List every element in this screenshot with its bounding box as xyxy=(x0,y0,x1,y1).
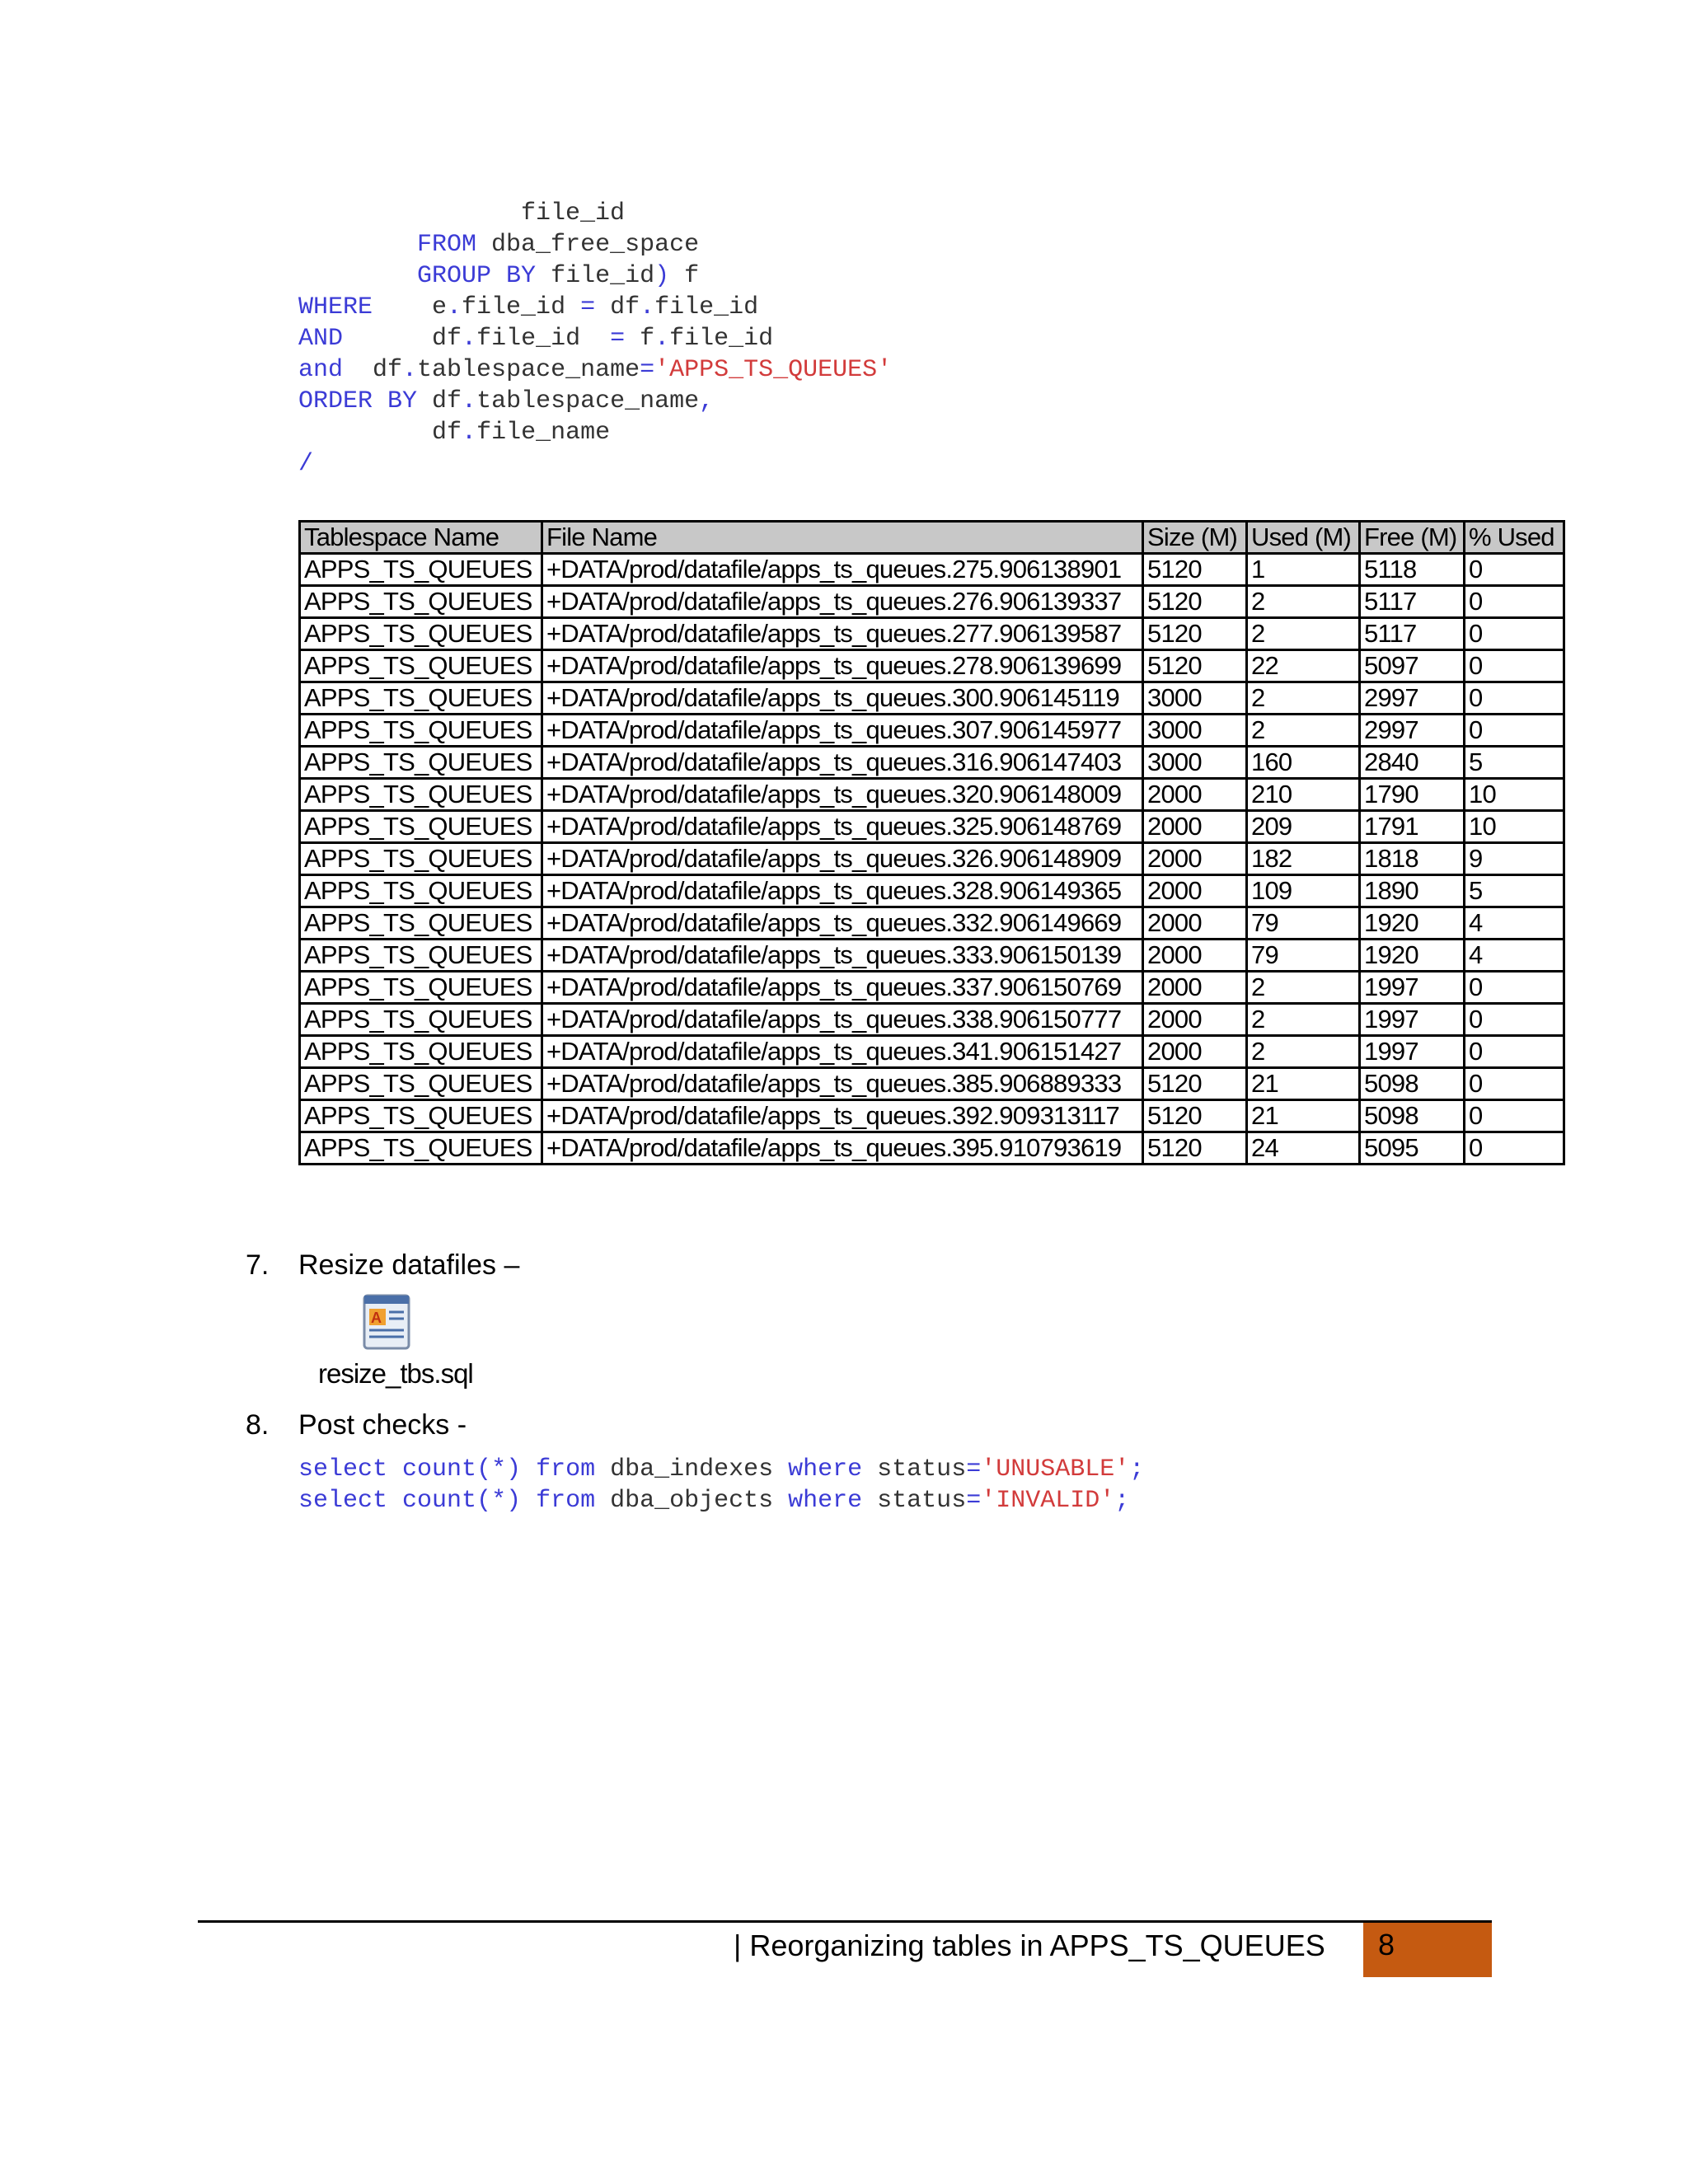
cell-size: 5120 xyxy=(1143,554,1247,586)
cell-pct-used: 0 xyxy=(1465,650,1564,682)
cell-used: 2 xyxy=(1247,1036,1360,1068)
cell-tablespace-name: APPS_TS_QUEUES xyxy=(300,972,542,1004)
cell-used: 21 xyxy=(1247,1100,1360,1132)
cell-pct-used: 5 xyxy=(1465,875,1564,907)
cell-size: 2000 xyxy=(1143,875,1247,907)
cell-file-name: +DATA/prod/datafile/apps_ts_queues.326.906148909 xyxy=(542,843,1143,875)
cell-size: 3000 xyxy=(1143,682,1247,715)
code-token: from xyxy=(536,1455,596,1483)
step-7-text: Resize datafiles – xyxy=(298,1249,520,1281)
cell-file-name: +DATA/prod/datafile/apps_ts_queues.278.906139699 xyxy=(542,650,1143,682)
cell-pct-used: 0 xyxy=(1465,1036,1564,1068)
cell-used: 79 xyxy=(1247,940,1360,972)
cell-size: 2000 xyxy=(1143,811,1247,843)
code-token xyxy=(521,1487,536,1515)
cell-tablespace-name: APPS_TS_QUEUES xyxy=(300,618,542,650)
cell-used: 1 xyxy=(1247,554,1360,586)
table-row xyxy=(300,715,1564,747)
table-row xyxy=(300,1004,1564,1036)
code-token: . xyxy=(462,325,477,353)
code-token: = xyxy=(580,293,596,321)
cell-file-name: +DATA/prod/datafile/apps_ts_queues.277.906139587 xyxy=(542,618,1143,650)
cell-used: 24 xyxy=(1247,1132,1360,1165)
cell-tablespace-name: APPS_TS_QUEUES xyxy=(300,1068,542,1100)
code-token: 'UNUSABLE' xyxy=(981,1455,1130,1483)
cell-pct-used: 4 xyxy=(1465,907,1564,940)
col-header-size: Size (M) xyxy=(1143,522,1247,554)
page-number-box xyxy=(1363,1923,1492,1977)
cell-tablespace-name: APPS_TS_QUEUES xyxy=(300,940,542,972)
table-row xyxy=(300,1132,1564,1165)
cell-used: 182 xyxy=(1247,843,1360,875)
cell-free: 1920 xyxy=(1360,940,1465,972)
sql-file-icon[interactable] xyxy=(359,1292,414,1352)
code-token: f xyxy=(669,262,700,290)
page-number: 8 xyxy=(1378,1928,1395,1961)
cell-free: 1997 xyxy=(1360,1036,1465,1068)
code-token: . xyxy=(654,325,670,353)
code-token: status xyxy=(862,1455,967,1483)
cell-pct-used: 9 xyxy=(1465,843,1564,875)
code-token: (*) xyxy=(476,1487,522,1515)
code-token: tablespace_name xyxy=(476,387,700,415)
cell-pct-used: 0 xyxy=(1465,618,1564,650)
code-token xyxy=(521,1455,536,1483)
code-line xyxy=(298,1485,1144,1516)
code-token: . xyxy=(447,293,462,321)
cell-free: 2840 xyxy=(1360,747,1465,779)
cell-free: 2997 xyxy=(1360,682,1465,715)
cell-size: 2000 xyxy=(1143,907,1247,940)
code-token: df xyxy=(343,325,462,353)
cell-free: 5098 xyxy=(1360,1100,1465,1132)
code-token: and xyxy=(298,356,344,384)
table-row xyxy=(300,875,1564,907)
table-row xyxy=(300,682,1564,715)
cell-file-name: +DATA/prod/datafile/apps_ts_queues.275.906138901 xyxy=(542,554,1143,586)
table-row xyxy=(300,618,1564,650)
code-token: GROUP BY xyxy=(417,262,537,290)
cell-pct-used: 0 xyxy=(1465,1068,1564,1100)
code-token: 'APPS_TS_QUEUES' xyxy=(654,356,893,384)
cell-size: 3000 xyxy=(1143,747,1247,779)
code-token: df xyxy=(298,419,462,447)
table-row xyxy=(300,811,1564,843)
code-token: file_id xyxy=(669,325,774,353)
table-header-row xyxy=(300,522,1564,554)
cell-used: 210 xyxy=(1247,779,1360,811)
cell-tablespace-name: APPS_TS_QUEUES xyxy=(300,843,542,875)
cell-size: 2000 xyxy=(1143,843,1247,875)
code-token: dba_indexes xyxy=(595,1455,789,1483)
code-line xyxy=(298,229,892,260)
cell-size: 2000 xyxy=(1143,940,1247,972)
cell-pct-used: 0 xyxy=(1465,715,1564,747)
cell-used: 109 xyxy=(1247,875,1360,907)
cell-file-name: +DATA/prod/datafile/apps_ts_queues.276.906139337 xyxy=(542,586,1143,618)
cell-pct-used: 0 xyxy=(1465,554,1564,586)
cell-size: 3000 xyxy=(1143,715,1247,747)
cell-file-name: +DATA/prod/datafile/apps_ts_queues.395.910793619 xyxy=(542,1132,1143,1165)
cell-used: 2 xyxy=(1247,586,1360,618)
col-header-pct-used: % Used xyxy=(1465,522,1564,554)
code-token xyxy=(298,231,417,259)
post-check-sql-block xyxy=(298,1454,1144,1516)
code-token: df xyxy=(595,293,640,321)
step-8-number: 8. xyxy=(246,1409,270,1441)
code-token: = xyxy=(966,1455,982,1483)
code-token: (*) xyxy=(476,1455,522,1483)
cell-pct-used: 4 xyxy=(1465,940,1564,972)
table-row xyxy=(300,940,1564,972)
code-token: , xyxy=(699,387,715,415)
cell-pct-used: 0 xyxy=(1465,1004,1564,1036)
code-token: df xyxy=(417,387,462,415)
cell-free: 1997 xyxy=(1360,972,1465,1004)
cell-size: 2000 xyxy=(1143,972,1247,1004)
cell-tablespace-name: APPS_TS_QUEUES xyxy=(300,682,542,715)
table-row xyxy=(300,1100,1564,1132)
cell-free: 1997 xyxy=(1360,1004,1465,1036)
footer-divider xyxy=(198,1920,1492,1923)
cell-file-name: +DATA/prod/datafile/apps_ts_queues.341.906151427 xyxy=(542,1036,1143,1068)
cell-used: 79 xyxy=(1247,907,1360,940)
cell-tablespace-name: APPS_TS_QUEUES xyxy=(300,1132,542,1165)
code-token: e xyxy=(373,293,448,321)
cell-file-name: +DATA/prod/datafile/apps_ts_queues.392.909313117 xyxy=(542,1100,1143,1132)
cell-tablespace-name: APPS_TS_QUEUES xyxy=(300,715,542,747)
code-token: tablespace_name xyxy=(417,356,640,384)
code-token: FROM xyxy=(417,231,477,259)
cell-size: 5120 xyxy=(1143,1100,1247,1132)
cell-free: 1790 xyxy=(1360,779,1465,811)
table-row xyxy=(300,779,1564,811)
cell-file-name: +DATA/prod/datafile/apps_ts_queues.333.906150139 xyxy=(542,940,1143,972)
cell-used: 2 xyxy=(1247,972,1360,1004)
cell-free: 5098 xyxy=(1360,1068,1465,1100)
cell-size: 2000 xyxy=(1143,779,1247,811)
cell-pct-used: 5 xyxy=(1465,747,1564,779)
cell-size: 5120 xyxy=(1143,586,1247,618)
code-token: f xyxy=(625,325,655,353)
code-token: select xyxy=(298,1455,388,1483)
cell-used: 2 xyxy=(1247,715,1360,747)
cell-free: 2997 xyxy=(1360,715,1465,747)
sql-query-code-block xyxy=(298,198,892,480)
cell-size: 5120 xyxy=(1143,1068,1247,1100)
cell-free: 5095 xyxy=(1360,1132,1465,1165)
cell-used: 209 xyxy=(1247,811,1360,843)
code-token: ; xyxy=(1129,1455,1145,1483)
cell-tablespace-name: APPS_TS_QUEUES xyxy=(300,586,542,618)
code-token: = xyxy=(640,356,655,384)
code-token: file_id xyxy=(462,293,581,321)
cell-free: 5117 xyxy=(1360,618,1465,650)
cell-pct-used: 0 xyxy=(1465,1100,1564,1132)
code-token: file_id xyxy=(298,199,626,227)
code-token: dba_free_space xyxy=(476,231,700,259)
cell-file-name: +DATA/prod/datafile/apps_ts_queues.307.906145977 xyxy=(542,715,1143,747)
step-7-number: 7. xyxy=(246,1249,270,1281)
cell-free: 1920 xyxy=(1360,907,1465,940)
code-token: . xyxy=(402,356,418,384)
code-line xyxy=(298,260,892,292)
code-token: = xyxy=(966,1487,982,1515)
cell-file-name: +DATA/prod/datafile/apps_ts_queues.338.906150777 xyxy=(542,1004,1143,1036)
cell-tablespace-name: APPS_TS_QUEUES xyxy=(300,907,542,940)
cell-tablespace-name: APPS_TS_QUEUES xyxy=(300,650,542,682)
code-token: . xyxy=(462,419,477,447)
cell-file-name: +DATA/prod/datafile/apps_ts_queues.328.906149365 xyxy=(542,875,1143,907)
code-token: file_id xyxy=(654,293,759,321)
table-row xyxy=(300,747,1564,779)
table-row xyxy=(300,1036,1564,1068)
col-header-file-name: File Name xyxy=(542,522,1143,554)
code-token xyxy=(298,262,417,290)
code-token: file_id xyxy=(536,262,655,290)
cell-pct-used: 0 xyxy=(1465,682,1564,715)
cell-file-name: +DATA/prod/datafile/apps_ts_queues.316.906147403 xyxy=(542,747,1143,779)
code-token: from xyxy=(536,1487,596,1515)
code-token: df xyxy=(343,356,403,384)
code-token: status xyxy=(862,1487,967,1515)
cell-free: 5118 xyxy=(1360,554,1465,586)
code-token: WHERE xyxy=(298,293,373,321)
cell-size: 5120 xyxy=(1143,650,1247,682)
cell-pct-used: 0 xyxy=(1465,586,1564,618)
cell-file-name: +DATA/prod/datafile/apps_ts_queues.385.906889333 xyxy=(542,1068,1143,1100)
code-token: file_id xyxy=(476,325,611,353)
cell-file-name: +DATA/prod/datafile/apps_ts_queues.320.906148009 xyxy=(542,779,1143,811)
cell-free: 5117 xyxy=(1360,586,1465,618)
code-token: . xyxy=(462,387,477,415)
table-row xyxy=(300,554,1564,586)
cell-size: 2000 xyxy=(1143,1004,1247,1036)
step-7-item xyxy=(246,1249,519,1282)
cell-pct-used: 10 xyxy=(1465,811,1564,843)
col-header-tablespace-name: Tablespace Name xyxy=(300,522,542,554)
cell-used: 21 xyxy=(1247,1068,1360,1100)
cell-pct-used: 10 xyxy=(1465,779,1564,811)
datafile-usage-table xyxy=(298,520,1565,1165)
code-token: 'INVALID' xyxy=(981,1487,1115,1515)
cell-used: 160 xyxy=(1247,747,1360,779)
code-token: ) xyxy=(654,262,670,290)
code-token: . xyxy=(640,293,655,321)
code-token: AND xyxy=(298,325,344,353)
code-line xyxy=(298,323,892,354)
cell-used: 2 xyxy=(1247,1004,1360,1036)
cell-file-name: +DATA/prod/datafile/apps_ts_queues.325.906148769 xyxy=(542,811,1143,843)
cell-free: 1791 xyxy=(1360,811,1465,843)
cell-tablespace-name: APPS_TS_QUEUES xyxy=(300,811,542,843)
cell-free: 5097 xyxy=(1360,650,1465,682)
code-token: ORDER BY xyxy=(298,387,418,415)
code-line xyxy=(298,292,892,323)
table-row xyxy=(300,650,1564,682)
cell-file-name: +DATA/prod/datafile/apps_ts_queues.300.906145119 xyxy=(542,682,1143,715)
code-token: = xyxy=(610,325,626,353)
code-token xyxy=(387,1455,402,1483)
code-token: count xyxy=(402,1487,477,1515)
cell-free: 1890 xyxy=(1360,875,1465,907)
cell-pct-used: 0 xyxy=(1465,1132,1564,1165)
cell-free: 1818 xyxy=(1360,843,1465,875)
step-8-text: Post checks - xyxy=(298,1409,467,1441)
cell-tablespace-name: APPS_TS_QUEUES xyxy=(300,554,542,586)
cell-used: 22 xyxy=(1247,650,1360,682)
col-header-free: Free (M) xyxy=(1360,522,1465,554)
code-line xyxy=(298,1454,1144,1485)
col-header-used: Used (M) xyxy=(1247,522,1360,554)
svg-text:A: A xyxy=(371,1310,382,1326)
cell-tablespace-name: APPS_TS_QUEUES xyxy=(300,1036,542,1068)
cell-tablespace-name: APPS_TS_QUEUES xyxy=(300,1100,542,1132)
code-line xyxy=(298,354,892,386)
cell-file-name: +DATA/prod/datafile/apps_ts_queues.337.906150769 xyxy=(542,972,1143,1004)
code-line xyxy=(298,386,892,417)
cell-size: 5120 xyxy=(1143,1132,1247,1165)
cell-size: 2000 xyxy=(1143,1036,1247,1068)
cell-size: 5120 xyxy=(1143,618,1247,650)
table-row xyxy=(300,907,1564,940)
table-row xyxy=(300,586,1564,618)
table-row xyxy=(300,843,1564,875)
cell-pct-used: 0 xyxy=(1465,972,1564,1004)
code-token: dba_objects xyxy=(595,1487,789,1515)
code-token: where xyxy=(788,1455,863,1483)
code-token: count xyxy=(402,1455,477,1483)
table-row xyxy=(300,972,1564,1004)
cell-tablespace-name: APPS_TS_QUEUES xyxy=(300,1004,542,1036)
table-row xyxy=(300,1068,1564,1100)
cell-used: 2 xyxy=(1247,682,1360,715)
cell-file-name: +DATA/prod/datafile/apps_ts_queues.332.906149669 xyxy=(542,907,1143,940)
step-8-item xyxy=(246,1409,467,1441)
code-token xyxy=(387,1487,402,1515)
code-line xyxy=(298,198,892,229)
code-token: select xyxy=(298,1487,388,1515)
cell-tablespace-name: APPS_TS_QUEUES xyxy=(300,747,542,779)
attachment-filename[interactable]: resize_tbs.sql xyxy=(318,1358,473,1389)
code-token: file_name xyxy=(476,419,611,447)
code-line xyxy=(298,417,892,448)
code-token: where xyxy=(788,1487,863,1515)
cell-tablespace-name: APPS_TS_QUEUES xyxy=(300,779,542,811)
code-token: ; xyxy=(1114,1487,1130,1515)
code-token: / xyxy=(298,450,314,478)
cell-used: 2 xyxy=(1247,618,1360,650)
footer-title: | Reorganizing tables in APPS_TS_QUEUES xyxy=(734,1929,1325,1962)
code-line xyxy=(298,448,892,480)
cell-tablespace-name: APPS_TS_QUEUES xyxy=(300,875,542,907)
